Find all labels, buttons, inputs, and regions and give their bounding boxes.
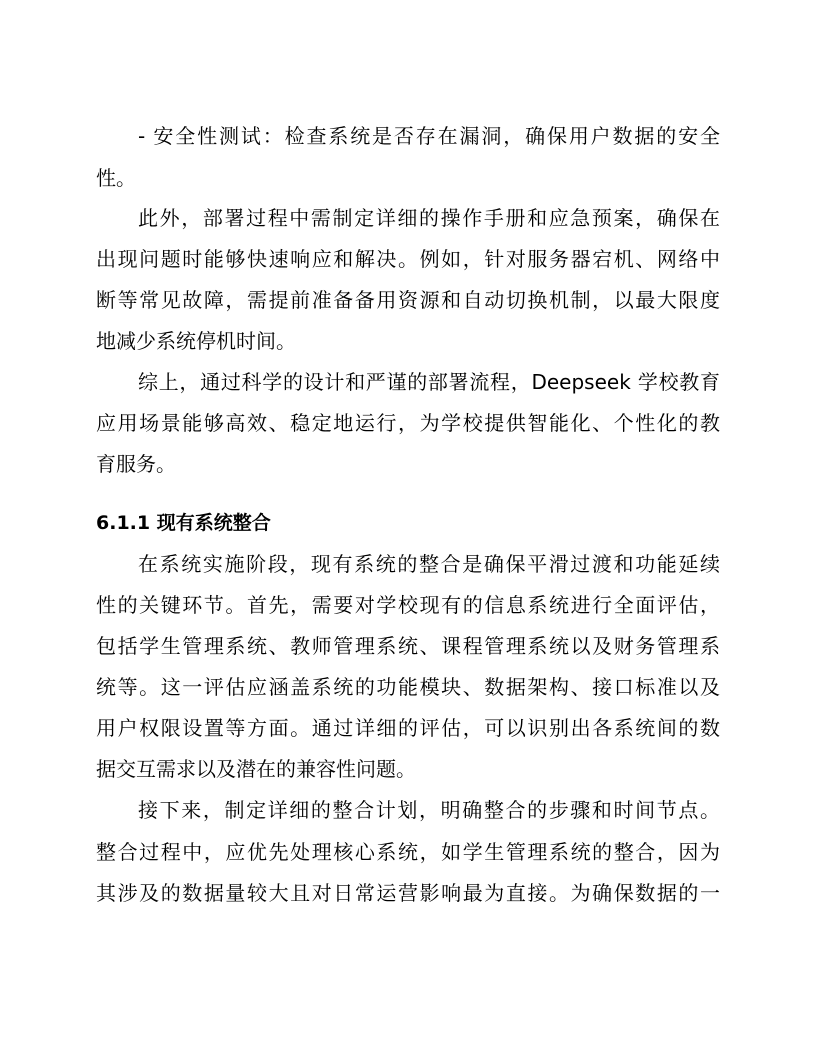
paragraph-line: 地减少系统停机时间。 bbox=[96, 329, 296, 353]
paragraph-line: 断等常见故障，需提前准备备用资源和自动切换机制，以最大限度 bbox=[96, 288, 720, 312]
paragraph-line: 应用场景能够高效、稳定地运行，为学校提供智能化、个性化的教 bbox=[96, 411, 720, 435]
paragraph-line: 接下来，制定详细的整合计划，明确整合的步骤和时间节点。 bbox=[138, 798, 720, 822]
paragraph-line: 在系统实施阶段，现有系统的整合是确保平滑过渡和功能延续 bbox=[138, 552, 720, 576]
paragraph-line: 综上，通过科学的设计和严谨的部署流程，Deepseek 学校教育 bbox=[138, 370, 720, 394]
paragraph-line: 据交互需求以及潜在的兼容性问题。 bbox=[96, 757, 416, 781]
paragraph-line: - 安全性测试：检查系统是否存在漏洞，确保用户数据的安全 bbox=[138, 124, 720, 148]
paragraph-line: 其涉及的数据量较大且对日常运营影响最为直接。为确保数据的一 bbox=[96, 881, 720, 905]
section-heading: 6.1.1 现有系统整合 bbox=[96, 512, 271, 534]
paragraph-line: 包括学生管理系统、教师管理系统、课程管理系统以及财务管理系 bbox=[96, 634, 720, 658]
paragraph-line: 统等。这一评估应涵盖系统的功能模块、数据架构、接口标准以及 bbox=[96, 675, 720, 699]
paragraph-line: 性。 bbox=[96, 166, 136, 190]
paragraph-line: 整合过程中，应优先处理核心系统，如学生管理系统的整合，因为 bbox=[96, 840, 720, 864]
paragraph-line: 此外，部署过程中需制定详细的操作手册和应急预案，确保在 bbox=[138, 206, 720, 230]
paragraph-line: 育服务。 bbox=[96, 452, 176, 476]
paragraph-line: 出现问题时能够快速响应和解决。例如，针对服务器宕机、网络中 bbox=[96, 247, 720, 271]
paragraph-line: 用户权限设置等方面。通过详细的评估，可以识别出各系统间的数 bbox=[96, 716, 720, 740]
paragraph-line: 性的关键环节。首先，需要对学校现有的信息系统进行全面评估， bbox=[96, 593, 720, 617]
